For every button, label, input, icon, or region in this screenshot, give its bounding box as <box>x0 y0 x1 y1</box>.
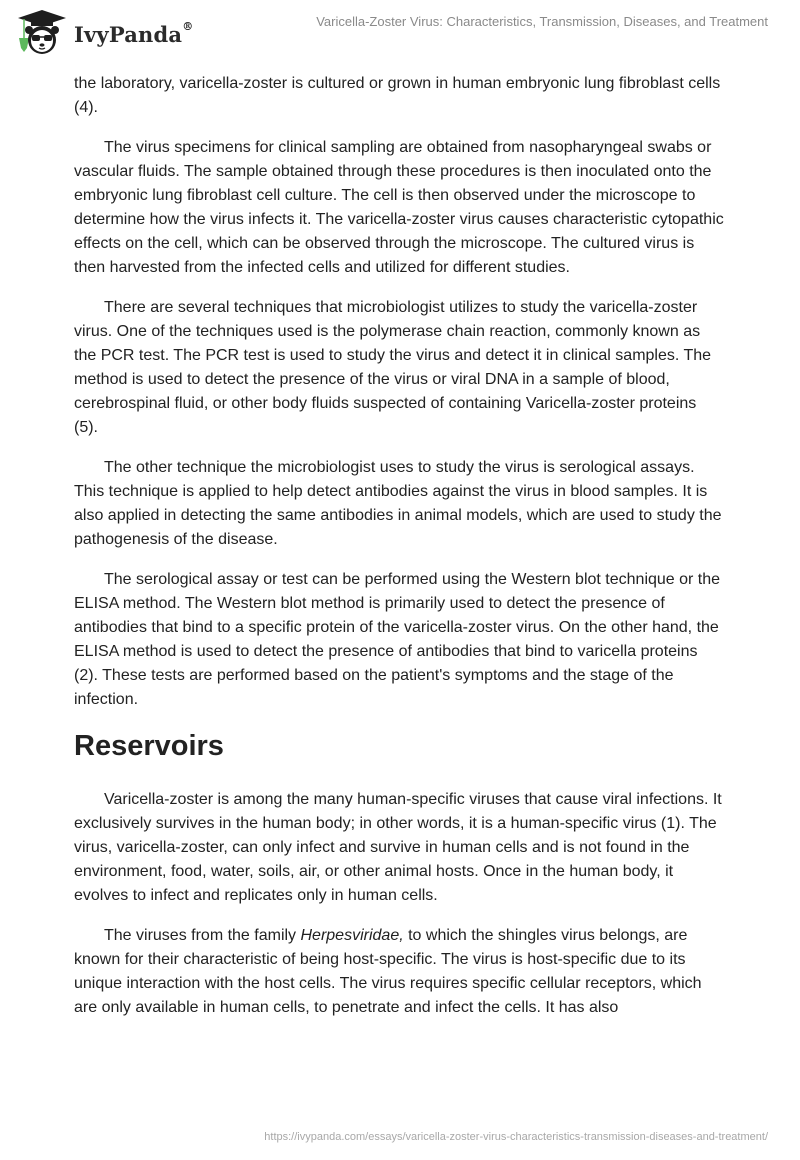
paragraph-serological: The other technique the microbiologist uses to study the virus is serological assays. This technique is applied to help detect antibodies against the virus in blood samples. It is also applied in detecting the same antibodies in animal models, which are used to study the pathogenesis of the disease. <box>74 459 722 548</box>
page-header <box>0 0 800 60</box>
panda-graduate-icon <box>14 8 70 56</box>
paragraph-reservoirs-1: Varicella-zoster is among the many human-specific viruses that cause viral infections. It exclusively survives in the human body; in other words, it is a human-specific virus (1). The virus, varicella-zoster, can only infect and survive in human cells and is not found in the environment, food, water, soils, air, or other animal hosts. Once in the human body, it evolves to infect and replicates only in human cells. <box>74 791 722 904</box>
logo-text: IvyPanda® <box>74 19 194 47</box>
italic-family-name: Herpesviridae, <box>300 927 404 944</box>
essay-body <box>74 72 724 1036</box>
source-url[interactable]: https://ivypanda.com/essays/varicella-zoster-virus-characteristics-transmission-diseases-and-treatment/ <box>264 1131 768 1143</box>
section-heading-reservoirs: Reservoirs <box>74 730 224 762</box>
ivypanda-logo[interactable] <box>14 8 193 56</box>
paragraph-western-blot: The serological assay or test can be performed using the Western blot technique or the ELISA method. The Western blot method is primarily used to detect the presence of antibodies that bind to a specific protein of the varicella-zoster virus. On the other hand, the ELISA method is used to detect the presence of antibodies that bind to varicella proteins (2). These tests are performed based on the patient's symptoms and the stage of the infection. <box>74 571 721 708</box>
paragraph-pcr: There are several techniques that microbiologist utilizes to study the varicella-zoster virus. One of the techniques used is the polymerase chain reaction, commonly known as the PCR test. The PCR test is used to study the virus and detect it in clinical samples. The method is used to detect the presence of the virus or viral DNA in a sample of blood, cerebrospinal fluid, or other body fluids suspected of containing Varicella-zoster proteins (5). <box>74 299 712 436</box>
document-title: Varicella-Zoster Virus: Characteristics, Transmission, Diseases, and Treatment <box>316 14 768 29</box>
paragraph-continued: the laboratory, varicella-zoster is cultured or grown in human embryonic lung fibroblast cells (4). <box>74 75 721 116</box>
paragraph-specimens: The virus specimens for clinical sampling are obtained from nasopharyngeal swabs or vascular fluids. The sample obtained through these procedures is then inoculated onto the embryonic lung fibroblast cell culture. The cell is then observed under the microscope to determine how the virus infects it. The varicella-zoster virus causes characteristic cytopathic effects on the cell, which can be observed through the microscope. The cultured virus is then harvested from the infected cells and utilized for different studies. <box>74 139 724 276</box>
paragraph-reservoirs-2: The viruses from the family Herpesviridae, to which the shingles virus belongs, are known for their characteristic of being host-specific. The virus is host-specific due to its unique interaction with the host cells. The virus requires specific cellular receptors, which are only available in human cells, to penetrate and infect the cells. It has also <box>74 927 702 1016</box>
